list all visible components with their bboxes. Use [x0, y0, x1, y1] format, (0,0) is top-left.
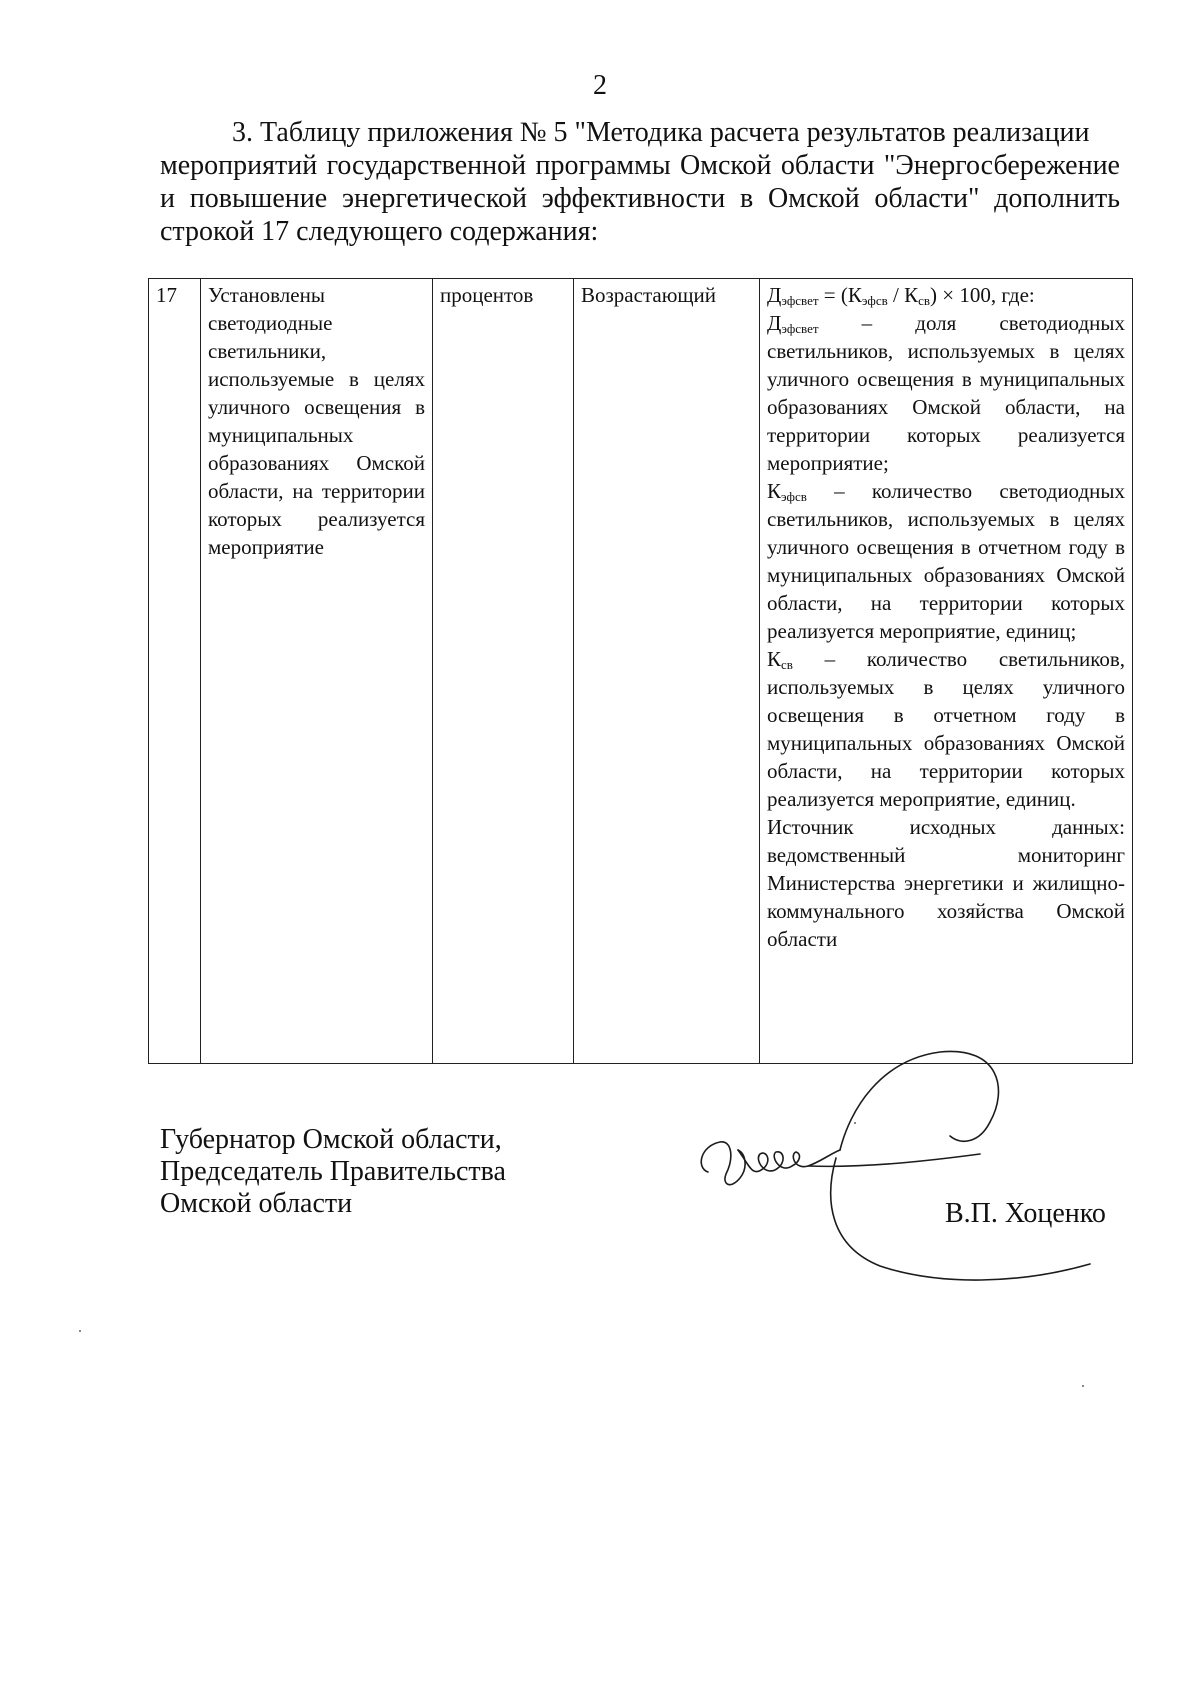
table-row	[149, 279, 1133, 1064]
definition-subscript: св	[781, 657, 793, 672]
signature-stroke	[840, 1051, 998, 1150]
data-source: Источник исходных данных: ведомственный мониторинг Министерства энергетики и жилищно-коммунального хозяйства Омской области	[767, 815, 1125, 951]
formula-subscript: эфсвет	[781, 293, 819, 308]
unit-cell: процентов	[433, 279, 574, 1064]
formula-subscript: св	[918, 293, 930, 308]
row-number-cell: 17	[149, 279, 201, 1064]
definition-symbol: Д	[767, 311, 782, 335]
definition-symbol: К	[767, 479, 782, 503]
paragraph-first-line: 3. Таблицу приложения № 5 "Методика расчета результатов реализации	[232, 117, 1090, 148]
definition-text: – количество светодиодных светильников, используемых в целях уличного освещения в отчетном году в муниципальных образованиях Омской области, на территории которых реализуется мероприятие, единиц;	[767, 479, 1125, 643]
scan-speck	[79, 1330, 81, 1332]
signature-stroke	[701, 1142, 745, 1185]
formula	[767, 281, 1125, 309]
definition-text: – количество светильников, используемых в целях уличного освещения в отчетном году в муниципальных образованиях Омской области, на территории которых реализуется мероприятие, единиц.	[767, 647, 1125, 811]
formula-part: = (К	[818, 283, 862, 307]
definition-total-count	[767, 645, 1125, 813]
paragraph-continuation: мероприятий государственной программы Омской области "Энергосбережение и повышение энергетической эффективности в Омской области" дополнить строкой 17 следующего содержания:	[160, 150, 1120, 247]
scan-speck	[1082, 1385, 1084, 1387]
definition-subscript: эфсвет	[781, 321, 819, 336]
definition-share	[767, 309, 1125, 477]
handwritten-signature	[690, 1050, 1110, 1290]
formula-part: ) × 100, где:	[930, 283, 1035, 307]
direction-cell: Возрастающий	[574, 279, 760, 1064]
formula-part: / К	[887, 283, 919, 307]
indicator-name-cell: Установлены светодиодные светильники, используемые в целях уличного освещения в муниципальных образованиях Омской области, на территории которых реализуется мероприятие	[201, 279, 433, 1064]
signatory-title	[160, 1124, 506, 1220]
scan-speck	[854, 1122, 856, 1124]
amendment-paragraph	[160, 116, 1120, 248]
definition-led-count	[767, 477, 1125, 645]
page-number: 2	[593, 70, 607, 101]
method-cell	[760, 279, 1133, 1064]
definition-text: – доля светодиодных светильников, используемых в целях уличного освещения в муниципальных образованиях Омской области, на территории которых реализуется мероприятие;	[767, 311, 1125, 475]
formula-symbol: Д	[767, 283, 782, 307]
signer-name: В.П. Хоценко	[945, 1198, 1106, 1229]
definition-subscript: эфсв	[781, 489, 807, 504]
signatory-title-line: Омской области	[160, 1188, 353, 1219]
formula-subscript: эфсв	[861, 293, 888, 308]
amendment-table	[148, 278, 1133, 1064]
signatory-title-line: Председатель Правительства	[160, 1156, 506, 1187]
definition-symbol: К	[767, 647, 782, 671]
signature-stroke	[738, 1150, 840, 1172]
signatory-title-line: Губернатор Омской области,	[160, 1124, 502, 1155]
